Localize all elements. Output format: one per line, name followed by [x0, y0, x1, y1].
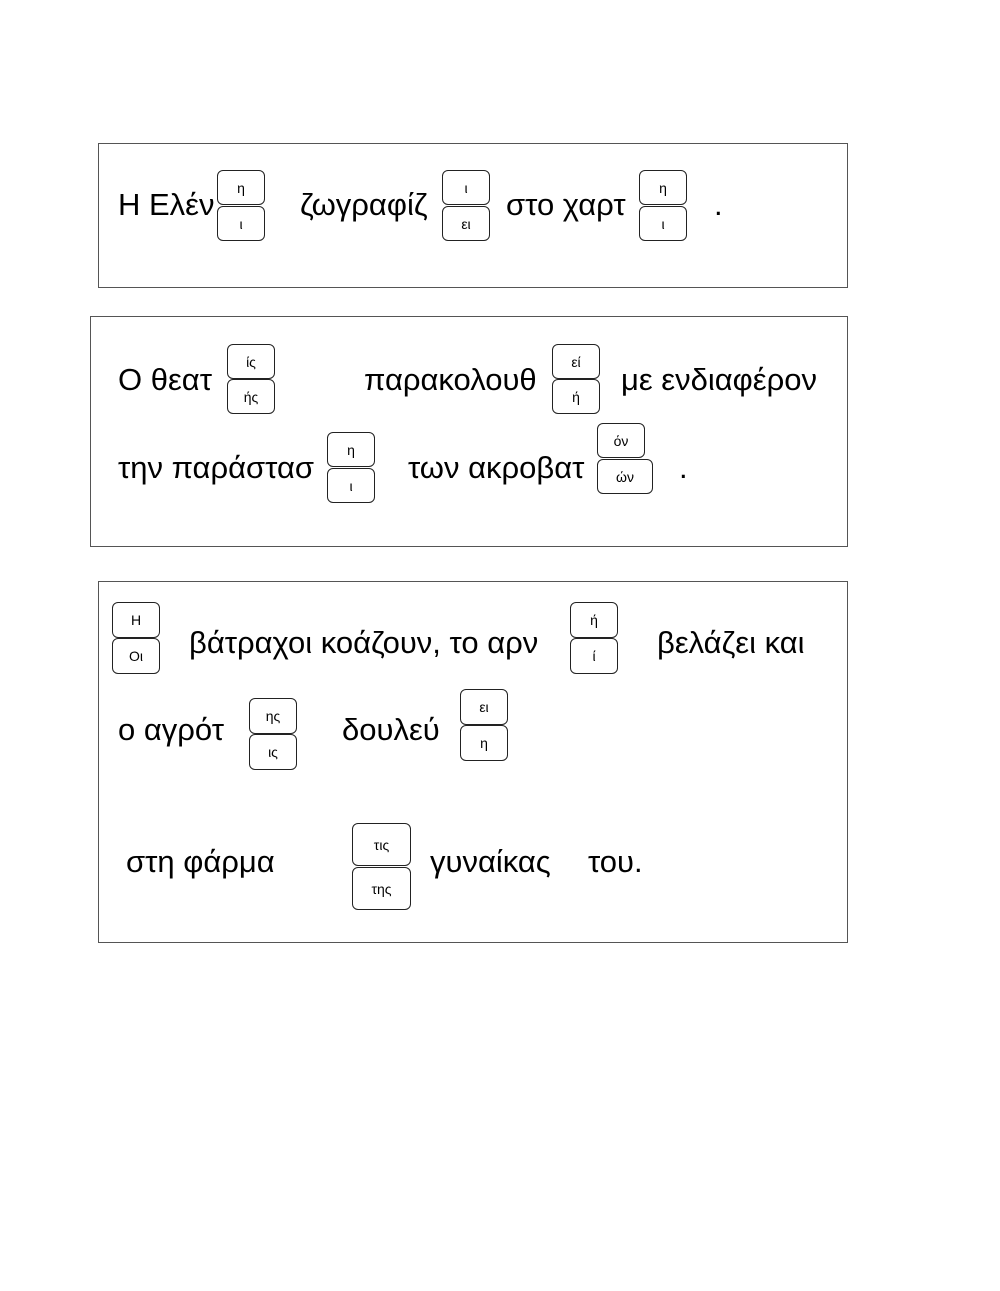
sentence-text: την παράστασ [118, 450, 315, 485]
choice-button[interactable]: Οι [112, 638, 160, 674]
choice-button[interactable]: η [217, 170, 265, 205]
sentence-card-1 [98, 143, 848, 288]
sentence-text: Ο θεατ [118, 362, 212, 397]
choice-button[interactable]: ι [327, 468, 375, 503]
choice-button[interactable]: η [327, 432, 375, 467]
sentence-text: στο χαρτ [506, 187, 626, 222]
sentence-text: των ακροβατ [408, 450, 585, 485]
sentence-end: . [679, 450, 688, 485]
sentence-text: δουλεύ [342, 712, 440, 747]
sentence-text: του. [588, 844, 643, 879]
choice-button[interactable]: Η [112, 602, 160, 638]
choice-button[interactable]: ις [249, 734, 297, 770]
choice-button[interactable]: ι [442, 170, 490, 205]
choice-button[interactable]: ή [552, 379, 600, 414]
choice-button[interactable]: η [460, 725, 508, 761]
sentence-text: βελάζει και [657, 625, 805, 660]
choice-button[interactable]: όν [597, 423, 645, 458]
choice-button[interactable]: εί [552, 344, 600, 379]
sentence-text: ο αγρότ [118, 712, 224, 747]
sentence-text: βάτραχοι κοάζουν, το αρν [189, 625, 539, 660]
choice-button[interactable]: ί [570, 638, 618, 674]
choice-button[interactable]: ής [227, 379, 275, 414]
sentence-text: Η Ελέν [118, 187, 215, 222]
choice-button[interactable]: τις [352, 823, 411, 866]
choice-button[interactable]: η [639, 170, 687, 205]
sentence-card-3 [98, 581, 848, 943]
sentence-text: παρακολουθ [364, 362, 537, 397]
sentence-text: με ενδιαφέρον [621, 362, 817, 397]
sentence-text: ζωγραφίζ [300, 187, 428, 222]
choice-button[interactable]: ίς [227, 344, 275, 379]
choice-button[interactable]: της [352, 867, 411, 910]
choice-button[interactable]: ι [639, 206, 687, 241]
choice-button[interactable]: ι [217, 206, 265, 241]
choice-button[interactable]: ή [570, 602, 618, 638]
sentence-end: . [714, 187, 723, 222]
sentence-card-2 [90, 316, 848, 547]
choice-button[interactable]: ης [249, 698, 297, 734]
sentence-text: στη φάρμα [126, 844, 275, 879]
choice-button[interactable]: ών [597, 459, 653, 494]
choice-button[interactable]: ει [442, 206, 490, 241]
sentence-text: γυναίκας [430, 844, 551, 879]
choice-button[interactable]: ει [460, 689, 508, 725]
